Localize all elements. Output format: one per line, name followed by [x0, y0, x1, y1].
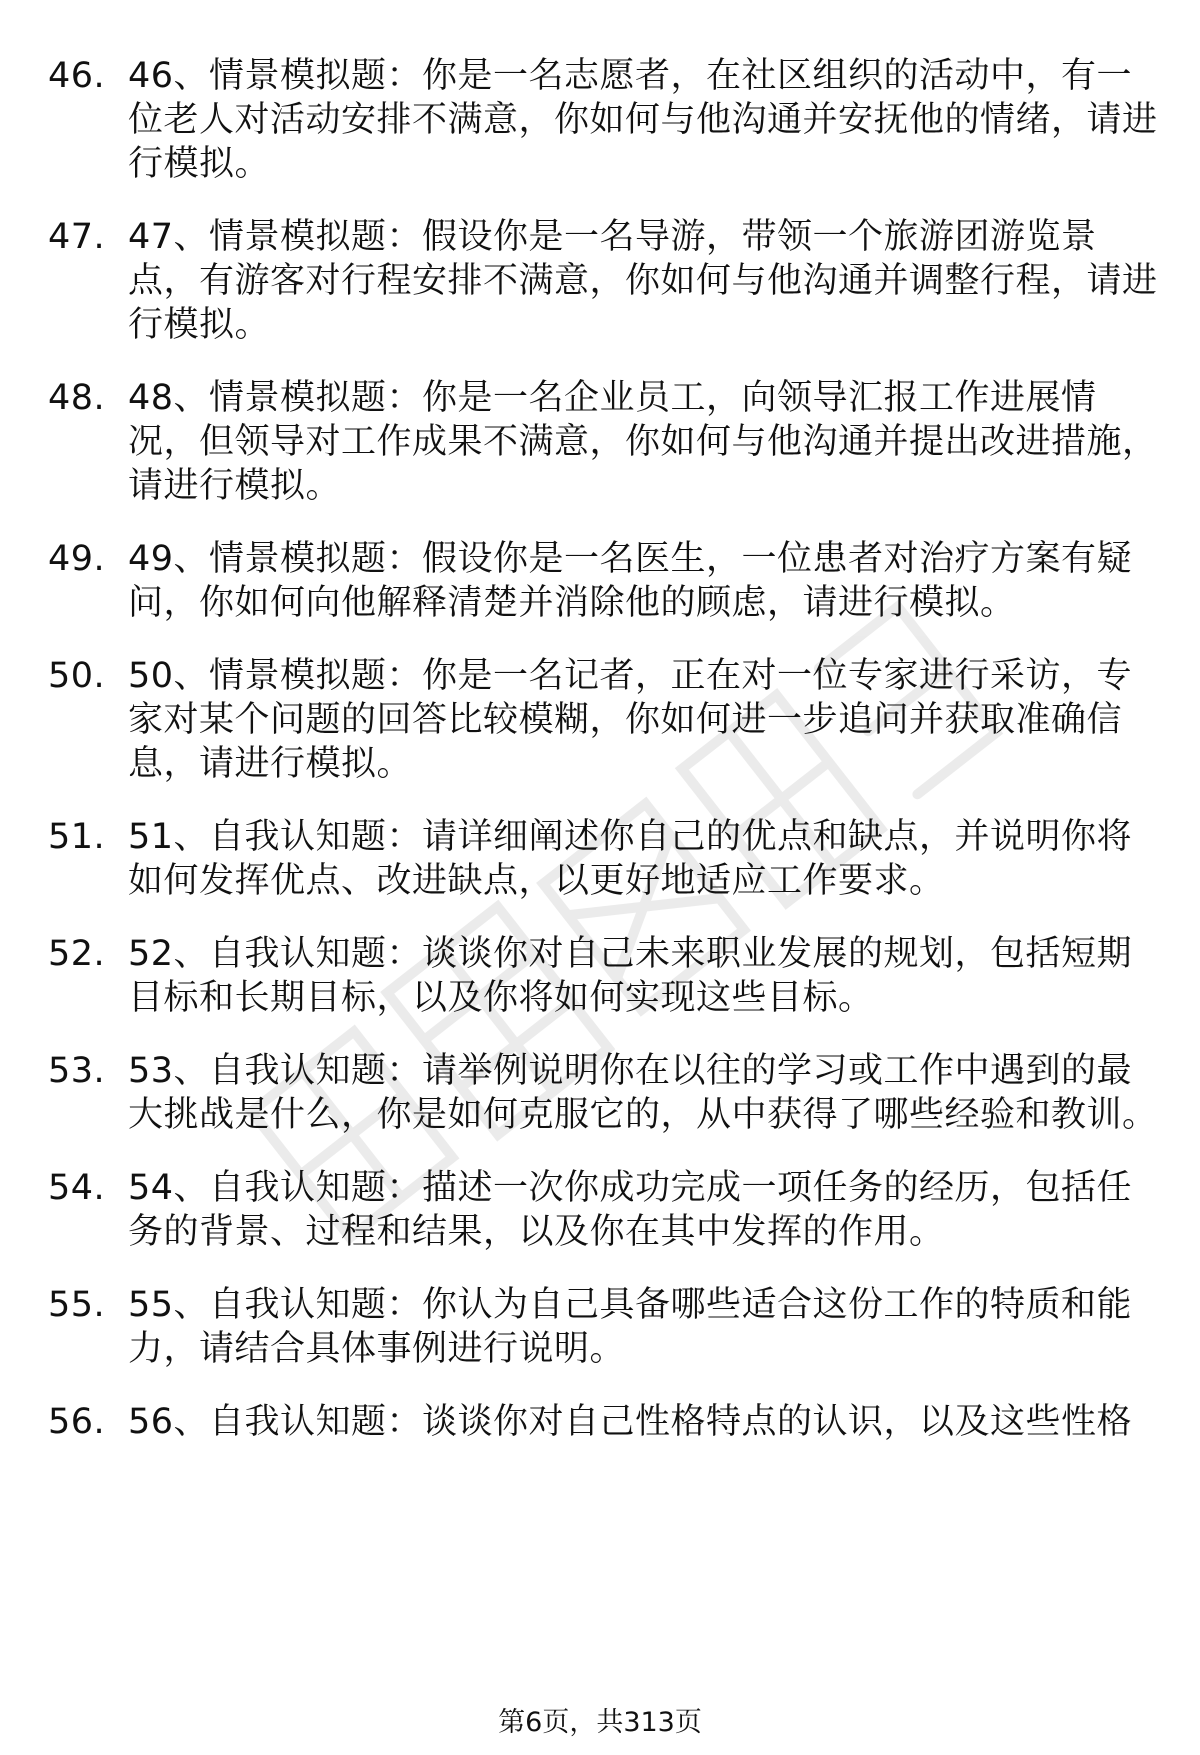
- item-number: 52.: [48, 934, 106, 974]
- item-text: 56、自我认知题：谈谈你对自己性格特点的认识，以及这些性格: [128, 1402, 1133, 1442]
- item-number: 46.: [48, 56, 106, 96]
- item-number: 49.: [48, 539, 106, 579]
- item-number: 47.: [48, 217, 106, 257]
- list-item: [48, 54, 1158, 186]
- list-item: [48, 1400, 1158, 1444]
- list-item: [48, 932, 1158, 1020]
- item-text: 52、自我认知题：谈谈你对自己未来职业发展的规划，包括短期目标和长期目标，以及你将如何实现这些目标。: [128, 934, 1133, 1018]
- page-footer: 第6页，共313页: [498, 1707, 702, 1738]
- question-list: [48, 54, 1158, 1473]
- item-text: 48、情景模拟题：你是一名企业员工，向领导汇报工作进展情况，但领导对工作成果不满意，你如何与他沟通并提出改进措施，请进行模拟。: [128, 378, 1158, 506]
- item-number: 55.: [48, 1285, 106, 1325]
- list-item: [48, 537, 1158, 625]
- list-item: [48, 1049, 1158, 1137]
- item-text: 50、情景模拟题：你是一名记者，正在对一位专家进行采访，专家对某个问题的回答比较模糊，你如何进一步追问并获取准确信息，请进行模拟。: [128, 656, 1133, 784]
- item-number: 48.: [48, 378, 106, 418]
- item-text: 51、自我认知题：请详细阐述你自己的优点和缺点，并说明你将如何发挥优点、改进缺点，以更好地适应工作要求。: [128, 817, 1133, 901]
- list-item: [48, 654, 1158, 786]
- item-text: 53、自我认知题：请举例说明你在以往的学习或工作中遇到的最大挑战是什么，你是如何克服它的，从中获得了哪些经验和教训。: [128, 1051, 1158, 1135]
- item-text: 55、自我认知题：你认为自己具备哪些适合这份工作的特质和能力，请结合具体事例进行说明。: [128, 1285, 1133, 1369]
- item-text: 47、情景模拟题：假设你是一名导游，带领一个旅游团游览景点，有游客对行程安排不满意，你如何与他沟通并调整行程，请进行模拟。: [128, 217, 1158, 345]
- item-number: 56.: [48, 1402, 106, 1442]
- list-item: [48, 815, 1158, 903]
- item-number: 53.: [48, 1051, 106, 1091]
- item-number: 51.: [48, 817, 106, 857]
- list-item: [48, 215, 1158, 347]
- list-item: [48, 1283, 1158, 1371]
- item-text: 46、情景模拟题：你是一名志愿者，在社区组织的活动中，有一位老人对活动安排不满意，你如何与他沟通并安抚他的情绪，请进行模拟。: [128, 56, 1158, 184]
- list-item: [48, 1166, 1158, 1254]
- item-text: 54、自我认知题：描述一次你成功完成一项任务的经历，包括任务的背景、过程和结果，以及你在其中发挥的作用。: [128, 1168, 1133, 1252]
- item-number: 54.: [48, 1168, 106, 1208]
- list-item: [48, 376, 1158, 508]
- item-text: 49、情景模拟题：假设你是一名医生，一位患者对治疗方案有疑问，你如何向他解释清楚并消除他的顾虑，请进行模拟。: [128, 539, 1133, 623]
- item-number: 50.: [48, 656, 106, 696]
